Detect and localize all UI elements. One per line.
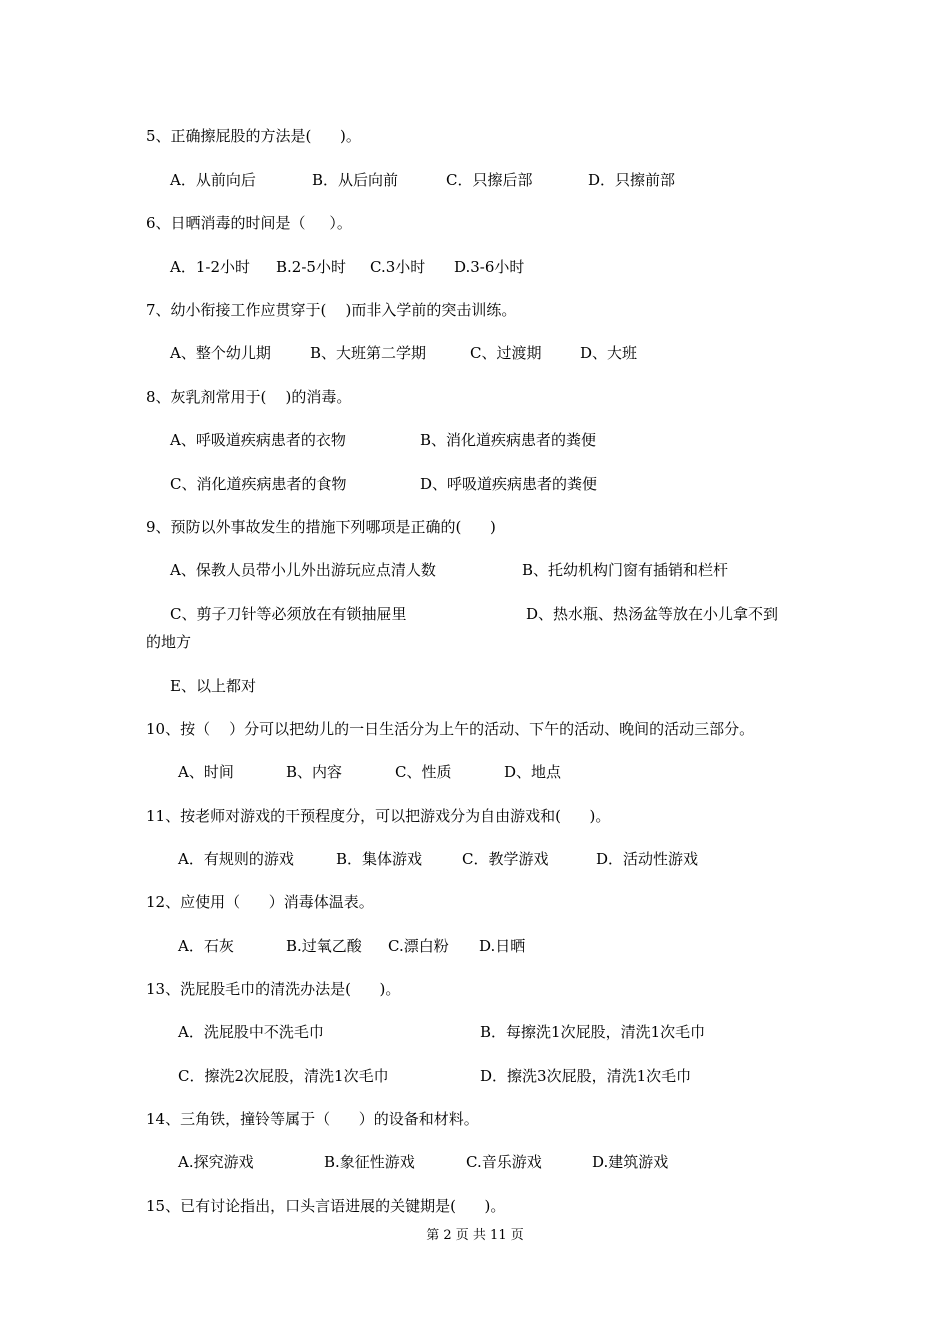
option: D.建筑游戏: [592, 1153, 669, 1171]
option: B．每擦洗1次屁股，清洗1次毛巾: [480, 1023, 706, 1041]
option: A、呼吸道疾病患者的衣物: [170, 431, 346, 449]
option: C、消化道疾病患者的食物: [170, 475, 347, 493]
option: C．教学游戏: [462, 850, 549, 868]
option: D.日晒: [479, 937, 526, 955]
option: A．1-2小时: [170, 258, 250, 276]
option: B、内容: [286, 763, 343, 781]
question-stem: 9、预防以外事故发生的措施下列哪项是正确的( ): [146, 518, 496, 536]
option: D.3-6小时: [454, 258, 525, 276]
option: D、地点: [504, 763, 562, 781]
question-stem: 10、按（ ）分可以把幼儿的一日生活分为上午的活动、下午的活动、晚间的活动三部分。: [146, 720, 755, 738]
option: D、热水瓶、热汤盆等放在小儿拿不到: [526, 605, 779, 623]
option: C.漂白粉: [388, 937, 449, 955]
option: B.2-5小时: [276, 258, 346, 276]
question-stem: 7、幼小衔接工作应贯穿于( )而非入学前的突击训练。: [146, 301, 517, 319]
option: B.过氧乙酸: [286, 937, 362, 955]
option: A.探究游戏: [178, 1153, 254, 1171]
option: A、时间: [178, 763, 234, 781]
option: B．集体游戏: [336, 850, 423, 868]
option: C、性质: [395, 763, 452, 781]
option: C、过渡期: [470, 344, 542, 362]
option: C.3小时: [370, 258, 426, 276]
question-stem: 11、按老师对游戏的干预程度分，可以把游戏分为自由游戏和( )。: [146, 807, 611, 825]
option: E、以上都对: [170, 677, 256, 695]
option: A、整个幼儿期: [170, 344, 271, 362]
option: D．活动性游戏: [596, 850, 699, 868]
option: A、保教人员带小儿外出游玩应点清人数: [170, 561, 436, 579]
question-stem: 8、灰乳剂常用于( )的消毒。: [146, 388, 352, 406]
option: B、托幼机构门窗有插销和栏杆: [522, 561, 729, 579]
option: D、大班: [580, 344, 638, 362]
option: B、消化道疾病患者的粪便: [420, 431, 597, 449]
question-stem: 14、三角铁，撞铃等属于（ ）的设备和材料。: [146, 1110, 479, 1128]
option: C．擦洗2次屁股，清洗1次毛巾: [178, 1067, 389, 1085]
question-stem: 15、已有讨论指出，口头言语进展的关键期是( )。: [146, 1197, 506, 1215]
option: A．石灰: [178, 937, 234, 955]
option: B.象征性游戏: [324, 1153, 415, 1171]
option: C.音乐游戏: [466, 1153, 542, 1171]
option: D、呼吸道疾病患者的粪便: [420, 475, 598, 493]
option: C．只擦后部: [446, 171, 533, 189]
option: D．只擦前部: [588, 171, 676, 189]
option: C、剪子刀针等必须放在有锁抽屉里: [170, 605, 407, 623]
question-stem: 6、日晒消毒的时间是（ ）。: [146, 214, 352, 232]
option-continuation: 的地方: [146, 633, 192, 651]
page-footer: 第 2 页 共 11 页: [426, 1228, 524, 1243]
question-stem: 12、应使用（ ）消毒体温表。: [146, 893, 374, 911]
question-stem: 5、正确擦屁股的方法是( )。: [146, 127, 361, 145]
option: A．从前向后: [170, 171, 256, 189]
option: B、大班第二学期: [310, 344, 427, 362]
question-stem: 13、洗屁股毛巾的清洗办法是( )。: [146, 980, 401, 998]
option: A．有规则的游戏: [178, 850, 294, 868]
option: A．洗屁股中不洗毛巾: [178, 1023, 324, 1041]
option: D．擦洗3次屁股，清洗1次毛巾: [480, 1067, 692, 1085]
option: B．从后向前: [312, 171, 399, 189]
